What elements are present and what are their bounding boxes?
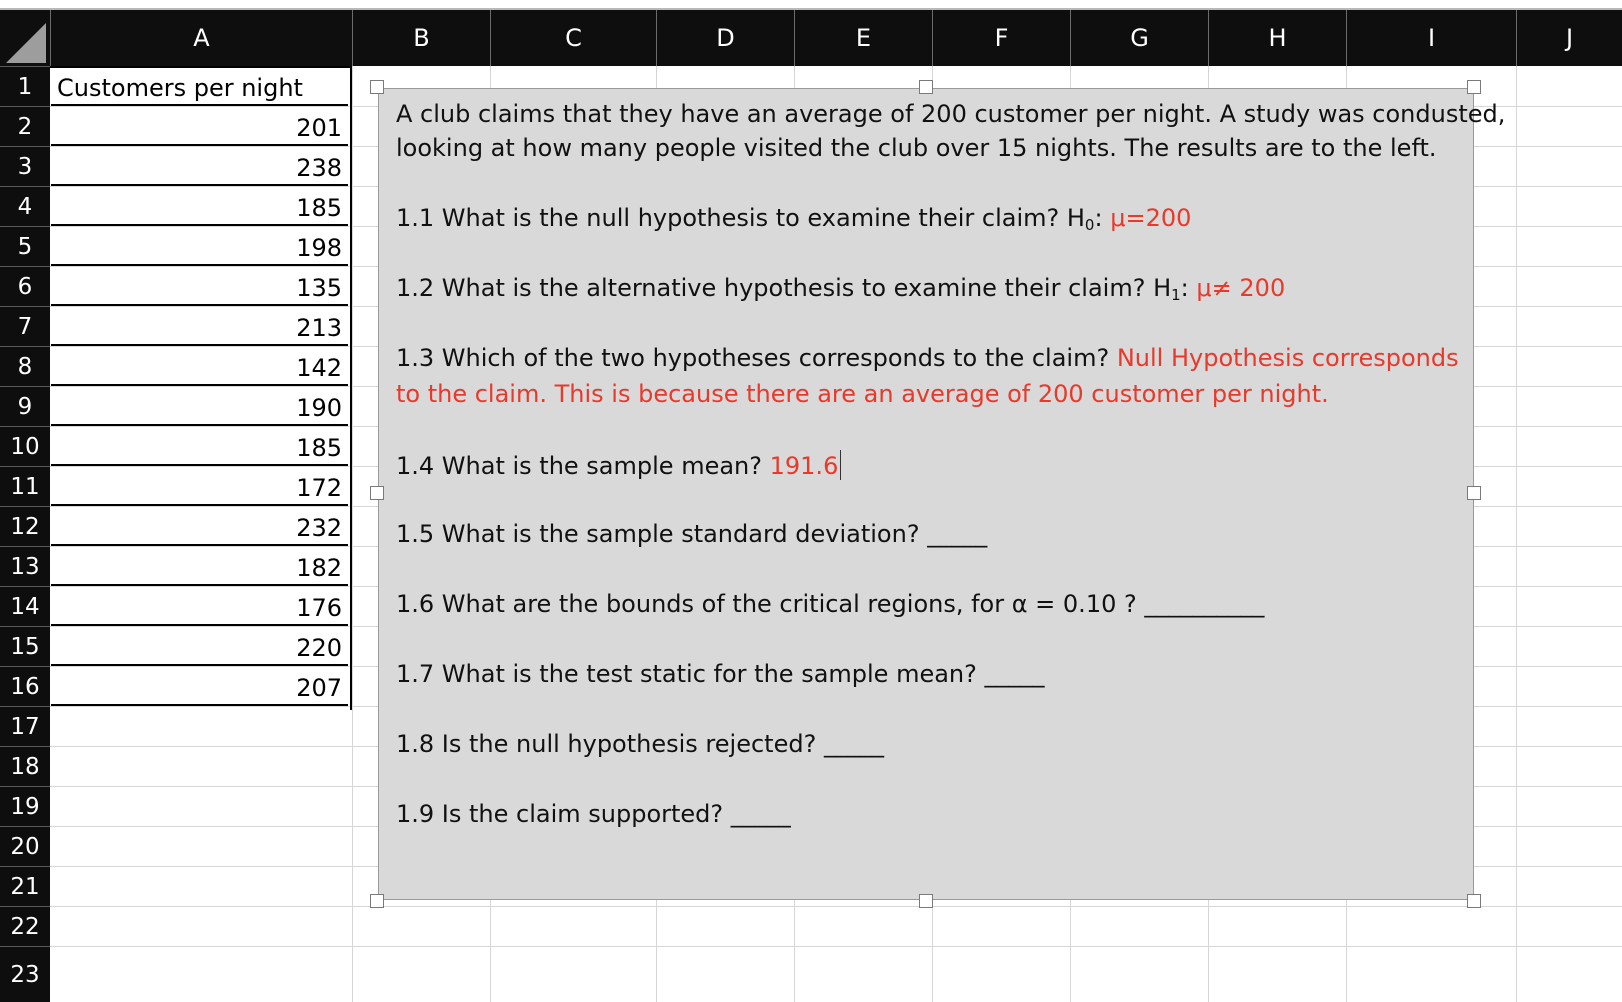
cell-a10[interactable]: 185 — [51, 426, 348, 466]
question-1-1-subscript: 0 — [1084, 216, 1095, 234]
column-header-h[interactable]: H — [1208, 10, 1346, 66]
question-1-3 — [396, 344, 1459, 372]
question-1-1-answer: μ=200 — [1110, 204, 1192, 232]
question-1-5: 1.5 What is the sample standard deviation? _____ — [396, 520, 988, 548]
resize-handle-bottom-center[interactable] — [919, 894, 933, 908]
intro-line-2: looking at how many people visited the club over 15 nights. The results are to the left. — [396, 134, 1437, 162]
column-a-right-border — [350, 66, 352, 710]
resize-handle-middle-right[interactable] — [1467, 486, 1481, 500]
question-1-3-answer-line-2: to the claim. This is because there are an average of 200 customer per night. — [396, 380, 1329, 408]
resize-handle-middle-left[interactable] — [370, 486, 384, 500]
row-header-13[interactable]: 13 — [0, 546, 50, 586]
row-header-8[interactable]: 8 — [0, 346, 50, 386]
cell-a9[interactable]: 190 — [51, 386, 348, 426]
resize-handle-bottom-right[interactable] — [1467, 894, 1481, 908]
cell-a15[interactable]: 220 — [51, 626, 348, 666]
resize-handle-top-left[interactable] — [370, 80, 384, 94]
column-header-c[interactable]: C — [490, 10, 656, 66]
question-1-7: 1.7 What is the test static for the sample mean? _____ — [396, 660, 1045, 688]
question-1-2-answer: μ≠ 200 — [1196, 274, 1286, 302]
cell-a1-header[interactable]: Customers per night — [51, 66, 348, 106]
row-gridline — [50, 946, 1622, 947]
question-1-1-text: 1.1 What is the null hypothesis to examine their claim? H — [396, 204, 1085, 232]
row-header-15[interactable]: 15 — [0, 626, 50, 666]
question-1-2 — [396, 274, 1285, 304]
row-header-21[interactable]: 21 — [0, 866, 50, 906]
row-header-1[interactable]: 1 — [0, 66, 50, 106]
row-header-18[interactable]: 18 — [0, 746, 50, 786]
select-all-triangle-icon — [6, 23, 46, 63]
cell-a14[interactable]: 176 — [51, 586, 348, 626]
cell-a12[interactable]: 232 — [51, 506, 348, 546]
text-cursor — [840, 450, 841, 480]
row-header-7[interactable]: 7 — [0, 306, 50, 346]
row-header-2[interactable]: 2 — [0, 106, 50, 146]
column-header-e[interactable]: E — [794, 10, 932, 66]
row-header-6[interactable]: 6 — [0, 266, 50, 306]
column-gridline — [352, 66, 353, 1002]
column-gridline — [1516, 66, 1517, 1002]
row-header-5[interactable]: 5 — [0, 226, 50, 266]
row-header-19[interactable]: 19 — [0, 786, 50, 826]
question-1-9: 1.9 Is the claim supported? _____ — [396, 800, 791, 828]
cell-a5[interactable]: 198 — [51, 226, 348, 266]
question-1-4-text: 1.4 What is the sample mean? — [396, 452, 770, 480]
question-1-4 — [396, 450, 841, 480]
resize-handle-top-right[interactable] — [1467, 80, 1481, 94]
question-1-6: 1.6 What are the bounds of the critical regions, for α = 0.10 ? __________ — [396, 590, 1265, 618]
row-header-16[interactable]: 16 — [0, 666, 50, 706]
column-header-j[interactable]: J — [1516, 10, 1622, 66]
select-all-corner[interactable] — [0, 10, 50, 66]
question-1-3-text: 1.3 Which of the two hypotheses corresponds to the claim? — [396, 344, 1117, 372]
cell-a8[interactable]: 142 — [51, 346, 348, 386]
top-bar — [0, 0, 1622, 10]
column-header-d[interactable]: D — [656, 10, 794, 66]
cell-a7[interactable]: 213 — [51, 306, 348, 346]
question-1-2-separator: : — [1180, 274, 1197, 302]
intro-line-1: A club claims that they have an average of 200 customer per night. A study was condusted, — [396, 100, 1506, 128]
column-header-g[interactable]: G — [1070, 10, 1208, 66]
question-1-4-answer: 191.6 — [769, 452, 839, 480]
row-header-11[interactable]: 11 — [0, 466, 50, 506]
question-1-1-separator: : — [1094, 204, 1111, 232]
row-gridline — [50, 906, 1622, 907]
question-1-3-answer-line-1: Null Hypothesis corresponds — [1116, 344, 1459, 372]
row-header-14[interactable]: 14 — [0, 586, 50, 626]
question-1-2-subscript: 1 — [1171, 286, 1181, 304]
column-header-f[interactable]: F — [932, 10, 1070, 66]
column-header-i[interactable]: I — [1346, 10, 1516, 66]
question-1-8: 1.8 Is the null hypothesis rejected? _____ — [396, 730, 884, 758]
column-header-b[interactable]: B — [352, 10, 490, 66]
row-header-20[interactable]: 20 — [0, 826, 50, 866]
cell-a4[interactable]: 185 — [51, 186, 348, 226]
cell-a6[interactable]: 135 — [51, 266, 348, 306]
cell-a2[interactable]: 201 — [51, 106, 348, 146]
row-header-10[interactable]: 10 — [0, 426, 50, 466]
row-header-22[interactable]: 22 — [0, 906, 50, 946]
resize-handle-bottom-left[interactable] — [370, 894, 384, 908]
cell-a3[interactable]: 238 — [51, 146, 348, 186]
row-header-17[interactable]: 17 — [0, 706, 50, 746]
row-header-9[interactable]: 9 — [0, 386, 50, 426]
row-header-3[interactable]: 3 — [0, 146, 50, 186]
row-header-4[interactable]: 4 — [0, 186, 50, 226]
question-1-1 — [396, 204, 1191, 234]
resize-handle-top-center[interactable] — [919, 80, 933, 94]
cell-a16[interactable]: 207 — [51, 666, 348, 706]
column-header-a[interactable]: A — [50, 10, 352, 66]
row-header-23[interactable]: 23 — [0, 946, 50, 1002]
row-header-12[interactable]: 12 — [0, 506, 50, 546]
cell-a13[interactable]: 182 — [51, 546, 348, 586]
question-1-2-text: 1.2 What is the alternative hypothesis to examine their claim? H — [396, 274, 1172, 302]
cell-a11[interactable]: 172 — [51, 466, 348, 506]
